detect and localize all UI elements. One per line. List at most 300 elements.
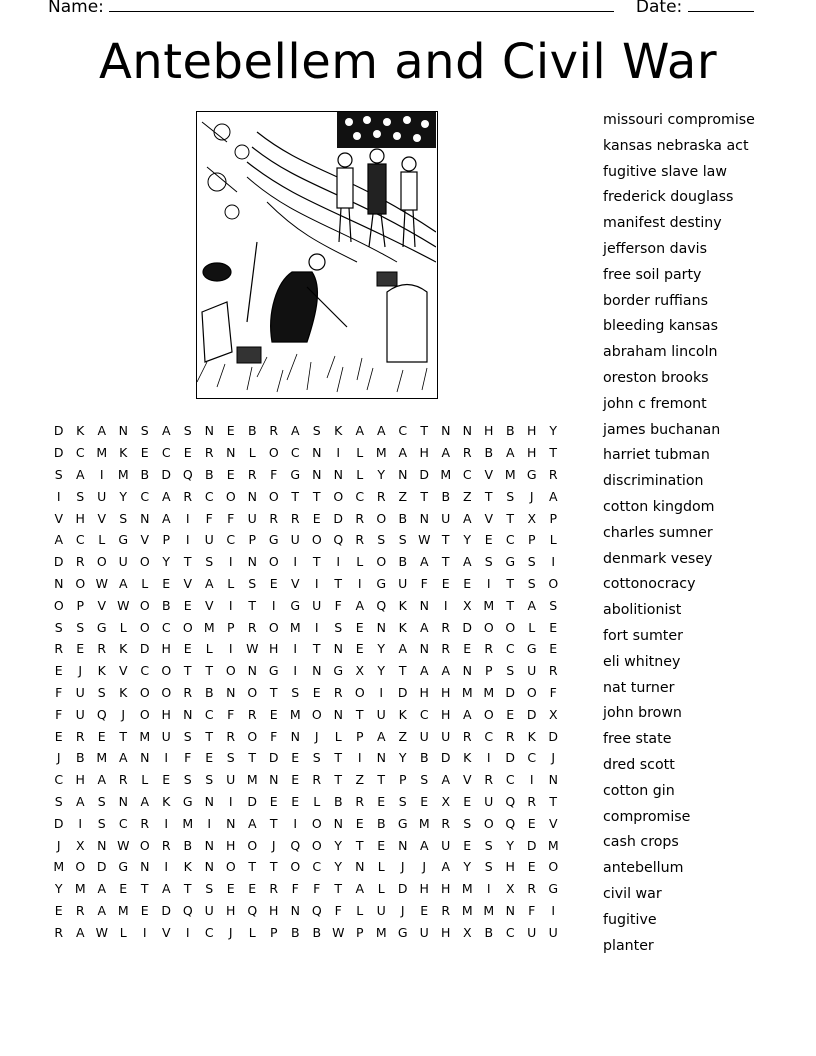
grid-letter[interactable]: T [506, 510, 515, 526]
grid-letter[interactable]: R [484, 641, 494, 657]
grid-letter[interactable]: A [462, 510, 472, 526]
grid-letter[interactable]: I [185, 924, 190, 940]
grid-letter[interactable]: T [334, 750, 343, 766]
grid-letter[interactable]: O [247, 684, 258, 700]
grid-letter[interactable]: Y [549, 423, 558, 439]
grid-letter[interactable]: D [139, 641, 150, 657]
grid-letter[interactable]: O [161, 663, 172, 679]
grid-letter[interactable]: T [291, 488, 300, 504]
grid-letter[interactable]: E [54, 663, 63, 679]
grid-letter[interactable]: G [376, 575, 387, 591]
grid-letter[interactable]: V [462, 772, 472, 788]
grid-letter[interactable]: Y [463, 859, 472, 875]
grid-letter[interactable]: O [139, 554, 150, 570]
grid-letter[interactable]: M [547, 837, 559, 853]
grid-letter[interactable]: Q [333, 532, 344, 548]
grid-letter[interactable]: N [333, 815, 343, 831]
grid-letter[interactable]: C [462, 466, 472, 482]
grid-letter[interactable]: U [204, 902, 214, 918]
grid-letter[interactable]: R [462, 728, 472, 744]
grid-letter[interactable]: R [183, 684, 193, 700]
grid-letter[interactable]: D [161, 902, 172, 918]
grid-letter[interactable]: C [54, 772, 64, 788]
grid-letter[interactable]: N [376, 619, 386, 635]
grid-letter[interactable]: N [54, 575, 64, 591]
grid-letter[interactable]: C [204, 488, 214, 504]
grid-letter[interactable]: S [76, 619, 85, 635]
grid-letter[interactable]: Q [505, 793, 516, 809]
grid-letter[interactable]: U [484, 793, 494, 809]
grid-letter[interactable]: O [75, 575, 86, 591]
grid-letter[interactable]: S [183, 772, 192, 788]
grid-letter[interactable]: Q [505, 815, 516, 831]
grid-letter[interactable]: E [549, 619, 558, 635]
grid-letter[interactable]: S [506, 663, 515, 679]
grid-letter[interactable]: R [140, 815, 150, 831]
grid-letter[interactable]: O [548, 859, 559, 875]
grid-letter[interactable]: S [205, 881, 214, 897]
grid-letter[interactable]: H [441, 684, 451, 700]
grid-letter[interactable]: I [486, 575, 491, 591]
grid-letter[interactable]: P [355, 728, 364, 744]
grid-letter[interactable]: D [526, 706, 537, 722]
grid-letter[interactable]: M [483, 684, 495, 700]
grid-letter[interactable]: U [441, 510, 451, 526]
grid-letter[interactable]: H [269, 641, 279, 657]
grid-letter[interactable]: R [226, 728, 236, 744]
grid-letter[interactable]: H [527, 423, 537, 439]
grid-letter[interactable]: O [268, 445, 279, 461]
grid-letter[interactable]: S [183, 728, 192, 744]
grid-letter[interactable]: U [247, 510, 257, 526]
grid-letter[interactable]: H [161, 706, 171, 722]
grid-letter[interactable]: Y [162, 554, 171, 570]
grid-letter[interactable]: O [268, 619, 279, 635]
grid-letter[interactable]: S [398, 532, 407, 548]
grid-letter[interactable]: R [97, 641, 107, 657]
grid-letter[interactable]: E [506, 706, 515, 722]
grid-letter[interactable]: E [248, 881, 257, 897]
grid-letter[interactable]: E [312, 510, 321, 526]
grid-letter[interactable]: V [97, 597, 107, 613]
grid-letter[interactable]: G [290, 466, 301, 482]
grid-letter[interactable]: S [398, 793, 407, 809]
grid-letter[interactable]: L [377, 881, 385, 897]
grid-letter[interactable]: Y [377, 641, 386, 657]
grid-letter[interactable]: W [246, 641, 259, 657]
grid-letter[interactable]: U [419, 924, 429, 940]
grid-letter[interactable]: I [228, 793, 233, 809]
grid-letter[interactable]: C [161, 619, 171, 635]
grid-letter[interactable]: E [226, 423, 235, 439]
grid-letter[interactable]: M [74, 881, 86, 897]
grid-letter[interactable]: B [484, 924, 494, 940]
grid-letter[interactable]: C [161, 445, 171, 461]
grid-letter[interactable]: O [247, 837, 258, 853]
grid-letter[interactable]: R [75, 554, 85, 570]
grid-letter[interactable]: A [376, 423, 386, 439]
grid-letter[interactable]: B [140, 466, 150, 482]
grid-letter[interactable]: R [269, 881, 279, 897]
grid-letter[interactable]: A [161, 881, 171, 897]
grid-letter[interactable]: A [97, 902, 107, 918]
grid-letter[interactable]: G [268, 532, 279, 548]
grid-letter[interactable]: A [355, 597, 365, 613]
grid-letter[interactable]: F [334, 597, 342, 613]
grid-letter[interactable]: R [505, 728, 515, 744]
grid-letter[interactable]: E [183, 597, 192, 613]
grid-letter[interactable]: J [529, 488, 534, 504]
grid-letter[interactable]: M [483, 597, 495, 613]
grid-letter[interactable]: F [270, 466, 278, 482]
grid-letter[interactable]: R [183, 488, 193, 504]
grid-letter[interactable]: F [184, 750, 192, 766]
grid-letter[interactable]: R [441, 902, 451, 918]
grid-letter[interactable]: V [183, 575, 193, 591]
grid-letter[interactable]: N [204, 859, 214, 875]
grid-letter[interactable]: T [506, 597, 515, 613]
grid-letter[interactable]: N [398, 837, 408, 853]
grid-letter[interactable]: L [98, 532, 106, 548]
grid-letter[interactable]: R [355, 793, 365, 809]
grid-letter[interactable]: V [140, 532, 150, 548]
grid-letter[interactable]: R [527, 881, 537, 897]
grid-letter[interactable]: S [76, 488, 85, 504]
grid-letter[interactable]: O [225, 859, 236, 875]
grid-letter[interactable]: L [119, 619, 127, 635]
grid-letter[interactable]: D [161, 466, 172, 482]
grid-letter[interactable]: B [398, 510, 408, 526]
grid-letter[interactable]: N [462, 423, 472, 439]
grid-letter[interactable]: E [140, 902, 149, 918]
grid-letter[interactable]: N [140, 750, 150, 766]
grid-letter[interactable]: S [205, 772, 214, 788]
grid-letter[interactable]: U [75, 684, 85, 700]
grid-letter[interactable]: C [140, 663, 150, 679]
grid-letter[interactable]: K [398, 706, 407, 722]
grid-letter[interactable]: L [227, 575, 235, 591]
grid-letter[interactable]: D [53, 423, 64, 439]
grid-letter[interactable]: K [162, 793, 171, 809]
grid-letter[interactable]: X [505, 881, 515, 897]
grid-letter[interactable]: O [53, 597, 64, 613]
grid-letter[interactable]: L [141, 772, 149, 788]
grid-letter[interactable]: W [117, 597, 130, 613]
grid-letter[interactable]: Z [462, 488, 472, 504]
grid-letter[interactable]: L [334, 728, 342, 744]
grid-letter[interactable]: F [55, 684, 63, 700]
grid-letter[interactable]: T [420, 423, 429, 439]
grid-letter[interactable]: N [355, 859, 365, 875]
grid-letter[interactable]: D [505, 684, 516, 700]
grid-letter[interactable]: T [549, 793, 558, 809]
grid-letter[interactable]: O [483, 619, 494, 635]
grid-letter[interactable]: T [248, 859, 257, 875]
grid-letter[interactable]: T [269, 859, 278, 875]
grid-letter[interactable]: S [119, 510, 128, 526]
grid-letter[interactable]: S [54, 466, 63, 482]
grid-letter[interactable]: I [78, 815, 83, 831]
grid-letter[interactable]: I [228, 554, 233, 570]
grid-letter[interactable]: U [548, 924, 558, 940]
grid-letter[interactable]: J [78, 663, 83, 679]
grid-letter[interactable]: S [205, 554, 214, 570]
grid-letter[interactable]: N [419, 597, 429, 613]
grid-letter[interactable]: H [419, 445, 429, 461]
grid-letter[interactable]: Q [311, 902, 322, 918]
grid-letter[interactable]: I [164, 750, 169, 766]
grid-letter[interactable]: I [357, 750, 362, 766]
grid-letter[interactable]: E [183, 641, 192, 657]
grid-letter[interactable]: J [56, 837, 61, 853]
grid-letter[interactable]: M [418, 815, 430, 831]
grid-letter[interactable]: F [227, 706, 235, 722]
grid-letter[interactable]: X [548, 706, 558, 722]
grid-letter[interactable]: N [312, 663, 322, 679]
grid-letter[interactable]: K [119, 641, 128, 657]
grid-letter[interactable]: M [117, 466, 129, 482]
grid-letter[interactable]: B [441, 488, 451, 504]
grid-letter[interactable]: A [355, 881, 365, 897]
grid-letter[interactable]: U [441, 837, 451, 853]
grid-letter[interactable]: O [311, 532, 322, 548]
grid-letter[interactable]: K [183, 859, 192, 875]
grid-letter[interactable]: S [463, 815, 472, 831]
grid-letter[interactable]: N [462, 663, 472, 679]
grid-letter[interactable]: M [182, 815, 194, 831]
grid-letter[interactable]: S [97, 815, 106, 831]
grid-letter[interactable]: Y [377, 466, 386, 482]
grid-letter[interactable]: S [484, 859, 493, 875]
grid-letter[interactable]: N [290, 728, 300, 744]
grid-letter[interactable]: D [53, 445, 64, 461]
grid-letter[interactable]: I [185, 510, 190, 526]
grid-letter[interactable]: N [204, 837, 214, 853]
grid-letter[interactable]: X [441, 793, 451, 809]
grid-letter[interactable]: L [248, 445, 256, 461]
grid-letter[interactable]: E [97, 728, 106, 744]
grid-letter[interactable]: B [290, 924, 300, 940]
grid-letter[interactable]: A [505, 445, 515, 461]
grid-letter[interactable]: A [441, 859, 451, 875]
grid-letter[interactable]: Y [334, 859, 343, 875]
grid-letter[interactable]: D [397, 684, 408, 700]
grid-letter[interactable]: T [269, 815, 278, 831]
grid-letter[interactable]: B [75, 750, 85, 766]
grid-letter[interactable]: M [483, 902, 495, 918]
grid-letter[interactable]: O [548, 575, 559, 591]
grid-letter[interactable]: T [140, 881, 149, 897]
grid-letter[interactable]: C [505, 772, 515, 788]
grid-letter[interactable]: A [419, 554, 429, 570]
grid-letter[interactable]: R [75, 902, 85, 918]
grid-letter[interactable]: A [441, 663, 451, 679]
grid-letter[interactable]: V [484, 466, 494, 482]
grid-letter[interactable]: P [248, 532, 257, 548]
grid-letter[interactable]: T [334, 772, 343, 788]
grid-letter[interactable]: N [140, 510, 150, 526]
grid-letter[interactable]: K [398, 619, 407, 635]
grid-letter[interactable]: T [484, 488, 493, 504]
grid-letter[interactable]: E [205, 750, 214, 766]
grid-letter[interactable]: T [398, 663, 407, 679]
grid-letter[interactable]: H [75, 772, 85, 788]
grid-letter[interactable]: E [269, 793, 278, 809]
grid-letter[interactable]: B [204, 466, 214, 482]
grid-letter[interactable]: U [376, 902, 386, 918]
grid-letter[interactable]: O [139, 619, 150, 635]
grid-letter[interactable]: I [529, 772, 534, 788]
grid-letter[interactable]: P [527, 532, 536, 548]
grid-letter[interactable]: I [207, 815, 212, 831]
grid-letter[interactable]: N [118, 423, 128, 439]
grid-letter[interactable]: U [290, 532, 300, 548]
grid-letter[interactable]: G [118, 532, 129, 548]
grid-letter[interactable]: T [506, 575, 515, 591]
grid-letter[interactable]: Y [119, 488, 128, 504]
grid-letter[interactable]: O [225, 488, 236, 504]
grid-letter[interactable]: M [440, 466, 452, 482]
grid-letter[interactable]: O [376, 554, 387, 570]
grid-letter[interactable]: D [96, 859, 107, 875]
grid-letter[interactable]: D [526, 837, 537, 853]
grid-letter[interactable]: N [204, 423, 214, 439]
grid-letter[interactable]: R [75, 728, 85, 744]
grid-letter[interactable]: I [314, 619, 319, 635]
grid-letter[interactable]: O [311, 837, 322, 853]
grid-letter[interactable]: R [247, 466, 257, 482]
grid-letter[interactable]: I [486, 881, 491, 897]
grid-letter[interactable]: T [549, 445, 558, 461]
grid-letter[interactable]: A [419, 837, 429, 853]
grid-letter[interactable]: U [527, 924, 537, 940]
grid-letter[interactable]: N [548, 772, 558, 788]
grid-letter[interactable]: M [139, 728, 151, 744]
grid-letter[interactable]: T [119, 728, 128, 744]
grid-letter[interactable]: C [505, 532, 515, 548]
grid-letter[interactable]: O [139, 597, 150, 613]
grid-letter[interactable]: F [334, 902, 342, 918]
grid-letter[interactable]: T [312, 488, 321, 504]
grid-letter[interactable]: D [333, 510, 344, 526]
grid-letter[interactable]: V [118, 663, 128, 679]
grid-letter[interactable]: P [162, 532, 171, 548]
grid-letter[interactable]: R [54, 924, 64, 940]
grid-letter[interactable]: T [248, 750, 257, 766]
grid-letter[interactable]: C [204, 706, 214, 722]
grid-letter[interactable]: X [75, 837, 85, 853]
grid-letter[interactable]: O [161, 684, 172, 700]
grid-letter[interactable]: E [463, 837, 472, 853]
grid-letter[interactable]: M [289, 619, 301, 635]
grid-letter[interactable]: U [97, 488, 107, 504]
grid-letter[interactable]: U [75, 706, 85, 722]
grid-letter[interactable]: C [484, 728, 494, 744]
grid-letter[interactable]: S [226, 750, 235, 766]
grid-letter[interactable]: L [356, 554, 364, 570]
grid-letter[interactable]: N [247, 554, 257, 570]
grid-letter[interactable]: O [483, 706, 494, 722]
grid-letter[interactable]: T [441, 554, 450, 570]
grid-letter[interactable]: E [76, 641, 85, 657]
grid-letter[interactable]: S [54, 619, 63, 635]
grid-letter[interactable]: E [420, 902, 429, 918]
grid-letter[interactable]: I [164, 859, 169, 875]
grid-letter[interactable]: R [118, 772, 128, 788]
grid-letter[interactable]: O [268, 488, 279, 504]
grid-letter[interactable]: A [161, 423, 171, 439]
grid-letter[interactable]: G [96, 619, 107, 635]
grid-letter[interactable]: S [312, 750, 321, 766]
grid-letter[interactable]: S [506, 488, 515, 504]
grid-letter[interactable]: A [140, 793, 150, 809]
grid-letter[interactable]: E [162, 575, 171, 591]
grid-letter[interactable]: W [95, 924, 108, 940]
grid-letter[interactable]: R [54, 641, 64, 657]
grid-letter[interactable]: D [397, 881, 408, 897]
grid-letter[interactable]: A [247, 815, 257, 831]
grid-letter[interactable]: E [226, 881, 235, 897]
grid-letter[interactable]: E [162, 772, 171, 788]
grid-letter[interactable]: T [441, 532, 450, 548]
grid-letter[interactable]: I [379, 684, 384, 700]
grid-letter[interactable]: I [293, 815, 298, 831]
grid-letter[interactable]: I [56, 488, 61, 504]
grid-letter[interactable]: Q [182, 466, 193, 482]
grid-letter[interactable]: V [97, 510, 107, 526]
grid-letter[interactable]: D [53, 554, 64, 570]
grid-letter[interactable]: C [527, 750, 537, 766]
grid-letter[interactable]: T [183, 554, 192, 570]
grid-letter[interactable]: B [204, 684, 214, 700]
grid-letter[interactable]: R [484, 772, 494, 788]
grid-letter[interactable]: O [526, 684, 537, 700]
grid-letter[interactable]: E [484, 532, 493, 548]
grid-letter[interactable]: I [357, 575, 362, 591]
grid-letter[interactable]: F [291, 881, 299, 897]
grid-letter[interactable]: M [504, 466, 516, 482]
grid-letter[interactable]: M [289, 706, 301, 722]
grid-letter[interactable]: T [334, 881, 343, 897]
grid-letter[interactable]: K [334, 423, 343, 439]
grid-letter[interactable]: M [461, 684, 473, 700]
grid-letter[interactable]: M [461, 881, 473, 897]
grid-letter[interactable]: R [441, 619, 451, 635]
grid-letter[interactable]: W [418, 532, 431, 548]
grid-letter[interactable]: A [97, 881, 107, 897]
grid-letter[interactable]: B [376, 815, 386, 831]
grid-letter[interactable]: D [247, 793, 258, 809]
grid-letter[interactable]: E [226, 466, 235, 482]
grid-letter[interactable]: S [420, 772, 429, 788]
grid-letter[interactable]: N [226, 445, 236, 461]
grid-letter[interactable]: O [139, 706, 150, 722]
grid-letter[interactable]: P [355, 924, 364, 940]
grid-letter[interactable]: L [356, 445, 364, 461]
grid-letter[interactable]: U [312, 597, 322, 613]
grid-letter[interactable]: A [441, 445, 451, 461]
grid-letter[interactable]: L [549, 532, 557, 548]
grid-letter[interactable]: F [55, 706, 63, 722]
grid-letter[interactable]: N [398, 466, 408, 482]
grid-letter[interactable]: A [118, 750, 128, 766]
grid-letter[interactable]: R [290, 510, 300, 526]
grid-letter[interactable]: A [419, 619, 429, 635]
grid-letter[interactable]: E [355, 641, 364, 657]
grid-letter[interactable]: R [441, 641, 451, 657]
grid-letter[interactable]: C [140, 488, 150, 504]
grid-letter[interactable]: H [441, 706, 451, 722]
